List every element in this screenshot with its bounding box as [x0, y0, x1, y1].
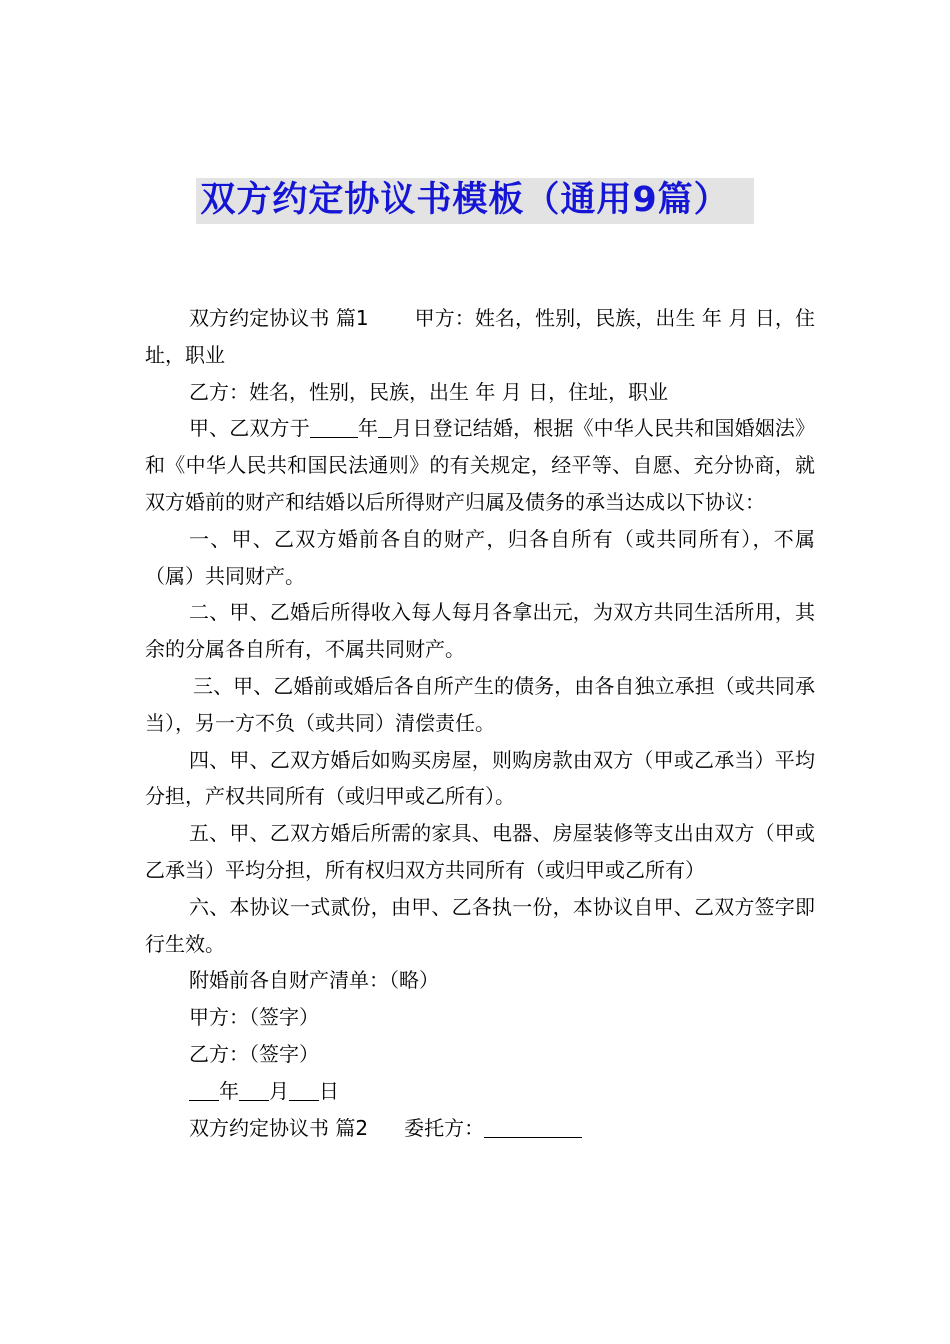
- section-heading-2: 双方约定协议书 篇2: [189, 1115, 369, 1140]
- paragraph-9: 六、本协议一式贰份，由甲、乙各执一份，本协议自甲、乙双方签字即行生效。: [145, 894, 815, 956]
- document-body: [145, 300, 815, 1146]
- paragraph-14: [145, 1110, 815, 1147]
- paragraph-4: 一、甲、乙双方婚前各自的财产，归各自所有（或共同所有），不属（属）共同财产。: [145, 526, 815, 588]
- client-label: 委托方：: [404, 1115, 485, 1140]
- paragraph-6: 三、甲、乙婚前或婚后各自所产生的债务，由各自独立承担（或共同承当），另一方不负（或共同）清偿责任。: [145, 673, 815, 735]
- section-heading-1: 双方约定协议书 篇1: [189, 306, 369, 330]
- paragraph-5: 二、甲、乙婚后所得收入每人每月各拿出元，为双方共同生活所用，其余的分属各自所有，不属共同财产。: [145, 600, 815, 662]
- paragraph-7: 四、甲、乙双方婚后如购买房屋，则购房款由双方（甲或乙承当）平均分担，产权共同所有（或归甲或乙所有）。: [145, 747, 815, 809]
- title-container: [0, 178, 950, 224]
- paragraph-11: 甲方：（签字）: [189, 1005, 319, 1030]
- paragraph-2: 乙方：姓名，性别，民族，出生 年 月 日，住址，职业: [189, 379, 669, 404]
- paragraph-8: 五、甲、乙双方婚后所需的家具、电器、房屋装修等支出由双方（甲或乙承当）平均分担，所有权归双方共同所有（或归甲或乙所有）: [145, 821, 815, 882]
- document-title: 双方约定协议书模板（通用9篇）: [196, 178, 753, 224]
- blank-client: [484, 1117, 582, 1138]
- paragraph-3: 甲、乙双方于 年 月日登记结婚，根据《中华人民共和国婚姻法》和《中华人民共和国民法通则》的有关规定，经平等、自愿、充分协商，就双方婚前的财产和结婚以后所得财产归属及债务的承当达成以下协议：: [145, 416, 816, 514]
- date-line: 年 月 日: [145, 1073, 815, 1110]
- blank-month: [378, 417, 392, 438]
- blank-date-day: [289, 1080, 319, 1101]
- paragraph-12: 乙方：（签字）: [189, 1041, 319, 1066]
- blank-date-year: [189, 1080, 219, 1101]
- paragraph-1: [145, 300, 815, 374]
- party-a-info: 甲方：姓名，性别，民族，出生 年 月 日，住址，职业: [145, 306, 815, 367]
- blank-year: [310, 417, 358, 438]
- blank-date-month: [239, 1080, 269, 1101]
- paragraph-10: 附婚前各自财产清单：（略）: [189, 968, 439, 993]
